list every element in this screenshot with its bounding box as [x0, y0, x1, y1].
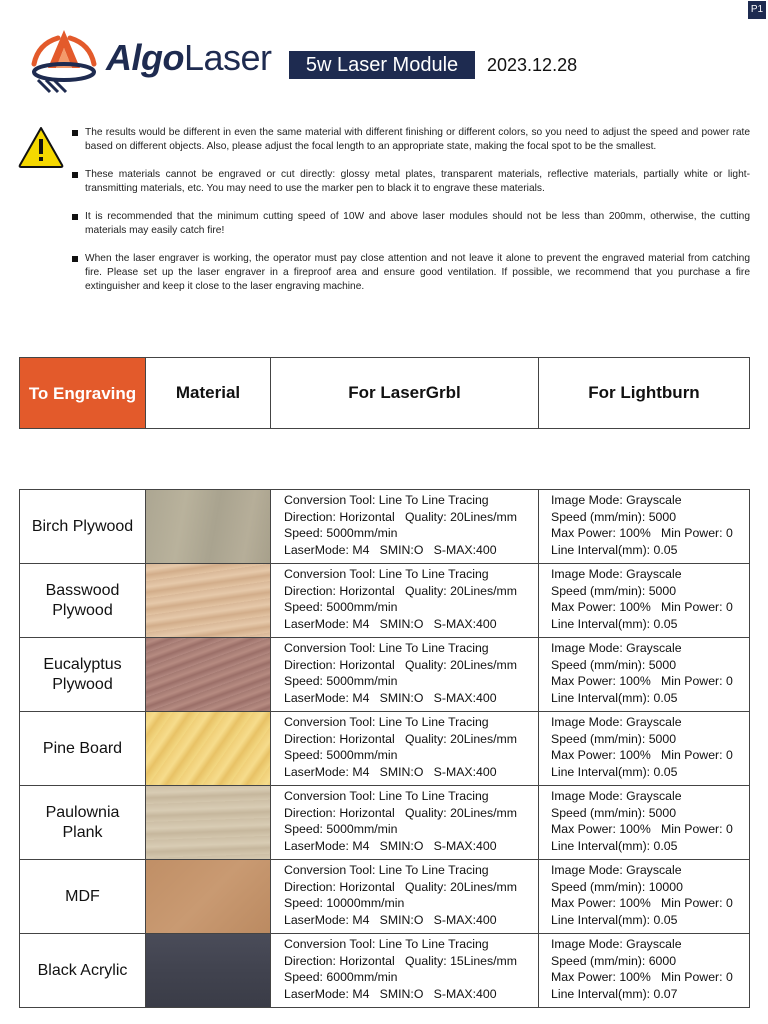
warning-text: It is recommended that the minimum cutting speed of 10W and above laser modules should not be less than 200mm, otherwise, the cutting materials may easily catch fire!	[85, 211, 750, 236]
setting-line: LaserMode: M4 SMIN:O S-MAX:400	[284, 542, 497, 557]
setting-line: Max Power: 100% Min Power: 0	[551, 822, 733, 837]
lasergrbl-settings	[271, 934, 539, 1008]
lightburn-settings	[539, 490, 750, 564]
header-date: 2023.12.28	[487, 55, 578, 75]
setting-line: Image Mode: Grayscale	[551, 567, 682, 581]
setting-line: Speed: 6000mm/min	[284, 970, 398, 985]
warning-item	[70, 210, 750, 238]
setting-line: LaserMode: M4 SMIN:O S-MAX:400	[284, 616, 497, 631]
material-swatch	[146, 564, 271, 638]
setting-line: Max Power: 100% Min Power: 0	[551, 896, 733, 911]
algolaser-logo-icon	[28, 26, 100, 94]
setting-line: Image Mode: Grayscale	[551, 937, 682, 951]
warning-icon	[18, 125, 64, 169]
bullet-icon	[72, 172, 78, 178]
setting-line: Speed: 5000mm/min	[284, 526, 398, 541]
lightburn-settings	[539, 934, 750, 1008]
setting-line: Image Mode: Grayscale	[551, 789, 682, 803]
material-name: Pine Board	[20, 712, 146, 786]
setting-line: Direction: Horizontal Quality: 20Lines/mm	[284, 509, 518, 524]
header-to-engraving: To Engraving	[20, 358, 146, 429]
setting-line: Line Interval(mm): 0.05	[551, 542, 678, 557]
module-tag: 5w Laser Module	[289, 51, 475, 79]
table-row	[20, 490, 750, 564]
setting-line: Conversion Tool: Line To Line Tracing	[284, 641, 489, 655]
header-lasergrbl: For LaserGrbl	[271, 358, 539, 429]
lasergrbl-settings	[271, 786, 539, 860]
material-sample-image	[146, 712, 270, 785]
material-sample-image	[146, 786, 270, 859]
setting-line: Max Power: 100% Min Power: 0	[551, 748, 733, 763]
setting-line: LaserMode: M4 SMIN:O S-MAX:400	[284, 690, 497, 705]
material-swatch	[146, 712, 271, 786]
setting-line: Speed: 10000mm/min	[284, 896, 405, 911]
setting-line: Max Power: 100% Min Power: 0	[551, 526, 733, 541]
header-lightburn: For Lightburn	[539, 358, 750, 429]
lightburn-settings	[539, 860, 750, 934]
setting-line: LaserMode: M4 SMIN:O S-MAX:400	[284, 912, 497, 927]
setting-line: Direction: Horizontal Quality: 20Lines/mm	[284, 879, 518, 894]
table-row	[20, 638, 750, 712]
settings-header-table	[19, 357, 750, 429]
setting-line: Max Power: 100% Min Power: 0	[551, 600, 733, 615]
setting-line: Max Power: 100% Min Power: 0	[551, 970, 733, 985]
lasergrbl-settings	[271, 712, 539, 786]
lasergrbl-settings	[271, 564, 539, 638]
setting-line: Line Interval(mm): 0.05	[551, 690, 678, 705]
setting-line: Direction: Horizontal Quality: 20Lines/mm	[284, 805, 518, 820]
material-name: Black Acrylic	[20, 934, 146, 1008]
material-swatch	[146, 934, 271, 1008]
material-swatch	[146, 638, 271, 712]
lasergrbl-settings	[271, 860, 539, 934]
brand-name	[106, 37, 272, 78]
setting-line: Conversion Tool: Line To Line Tracing	[284, 863, 489, 877]
material-swatch	[146, 860, 271, 934]
setting-line: Max Power: 100% Min Power: 0	[551, 674, 733, 689]
warning-text: The results would be different in even the same material with different finishing or different colors, so you need to adjust the speed and power rate based on different objects. Also, please adjust the focal length to an appropriate state, making the focal spot to be the smallest.	[85, 127, 750, 152]
setting-line: Speed (mm/min): 5000	[551, 509, 677, 524]
material-sample-image	[146, 490, 270, 563]
lasergrbl-settings	[271, 638, 539, 712]
warning-text: When the laser engraver is working, the operator must pay close attention and not leave it alone to prevent the engraved material from catching fire. Please set up the laser engraver in a fireproof area and ensure good ventilation. If possible, we recommend that you purchase a fire extinguisher and keep it close to the laser engraving machine.	[85, 253, 750, 292]
setting-line: Line Interval(mm): 0.05	[551, 838, 678, 853]
lightburn-settings	[539, 638, 750, 712]
page-number: P1	[748, 1, 766, 19]
setting-line: Line Interval(mm): 0.05	[551, 764, 678, 779]
setting-line: Line Interval(mm): 0.05	[551, 912, 678, 927]
header-material: Material	[146, 358, 271, 429]
bullet-icon	[72, 130, 78, 136]
brand-algo: Algo	[106, 37, 184, 78]
setting-line: Speed: 5000mm/min	[284, 822, 398, 837]
material-swatch	[146, 786, 271, 860]
warning-text: These materials cannot be engraved or cut directly: glossy metal plates, transparent materials, reflective materials, partially white or light-transmitting materials, etc. You may need to use the marker pen to black it to engrave these materials.	[85, 169, 750, 194]
setting-line: Direction: Horizontal Quality: 20Lines/mm	[284, 657, 518, 672]
setting-line: Speed (mm/min): 5000	[551, 657, 677, 672]
setting-line: Conversion Tool: Line To Line Tracing	[284, 937, 489, 951]
setting-line: Speed: 5000mm/min	[284, 748, 398, 763]
setting-line: Conversion Tool: Line To Line Tracing	[284, 567, 489, 581]
lightburn-settings	[539, 786, 750, 860]
warning-list	[70, 126, 750, 308]
setting-line: LaserMode: M4 SMIN:O S-MAX:400	[284, 838, 497, 853]
material-settings-table	[19, 489, 750, 1008]
setting-line: Line Interval(mm): 0.07	[551, 986, 678, 1001]
setting-line: Conversion Tool: Line To Line Tracing	[284, 715, 489, 729]
table-row	[20, 712, 750, 786]
setting-line: LaserMode: M4 SMIN:O S-MAX:400	[284, 764, 497, 779]
table-row	[20, 934, 750, 1008]
material-name: Eucalyptus Plywood	[20, 638, 146, 712]
lasergrbl-settings	[271, 490, 539, 564]
lightburn-settings	[539, 564, 750, 638]
material-sample-image	[146, 638, 270, 711]
material-name: Paulownia Plank	[20, 786, 146, 860]
lightburn-settings	[539, 712, 750, 786]
setting-line: Direction: Horizontal Quality: 20Lines/mm	[284, 583, 518, 598]
material-swatch	[146, 490, 271, 564]
setting-line: Speed (mm/min): 6000	[551, 953, 677, 968]
table-row	[20, 564, 750, 638]
setting-line: Speed (mm/min): 5000	[551, 805, 677, 820]
material-name: Basswood Plywood	[20, 564, 146, 638]
setting-line: Direction: Horizontal Quality: 15Lines/mm	[284, 953, 518, 968]
setting-line: Speed (mm/min): 5000	[551, 731, 677, 746]
setting-line: Image Mode: Grayscale	[551, 863, 682, 877]
bullet-icon	[72, 214, 78, 220]
setting-line: Direction: Horizontal Quality: 20Lines/mm	[284, 731, 518, 746]
setting-line: Conversion Tool: Line To Line Tracing	[284, 493, 489, 507]
setting-line: Speed: 5000mm/min	[284, 600, 398, 615]
setting-line: Speed (mm/min): 5000	[551, 583, 677, 598]
material-sample-image	[146, 564, 270, 637]
setting-line: Speed: 5000mm/min	[284, 674, 398, 689]
bullet-icon	[72, 256, 78, 262]
setting-line: Conversion Tool: Line To Line Tracing	[284, 789, 489, 803]
warning-item	[70, 168, 750, 196]
setting-line: Line Interval(mm): 0.05	[551, 616, 678, 631]
table-row	[20, 786, 750, 860]
material-name: MDF	[20, 860, 146, 934]
material-sample-image	[146, 860, 270, 933]
setting-line: Speed (mm/min): 10000	[551, 879, 683, 894]
setting-line: Image Mode: Grayscale	[551, 641, 682, 655]
brand-laser: Laser	[183, 37, 272, 78]
warning-item	[70, 126, 750, 154]
table-row	[20, 860, 750, 934]
setting-line: LaserMode: M4 SMIN:O S-MAX:400	[284, 986, 497, 1001]
warning-item	[70, 252, 750, 294]
material-sample-image	[146, 934, 270, 1007]
setting-line: Image Mode: Grayscale	[551, 715, 682, 729]
setting-line: Image Mode: Grayscale	[551, 493, 682, 507]
material-name: Birch Plywood	[20, 490, 146, 564]
